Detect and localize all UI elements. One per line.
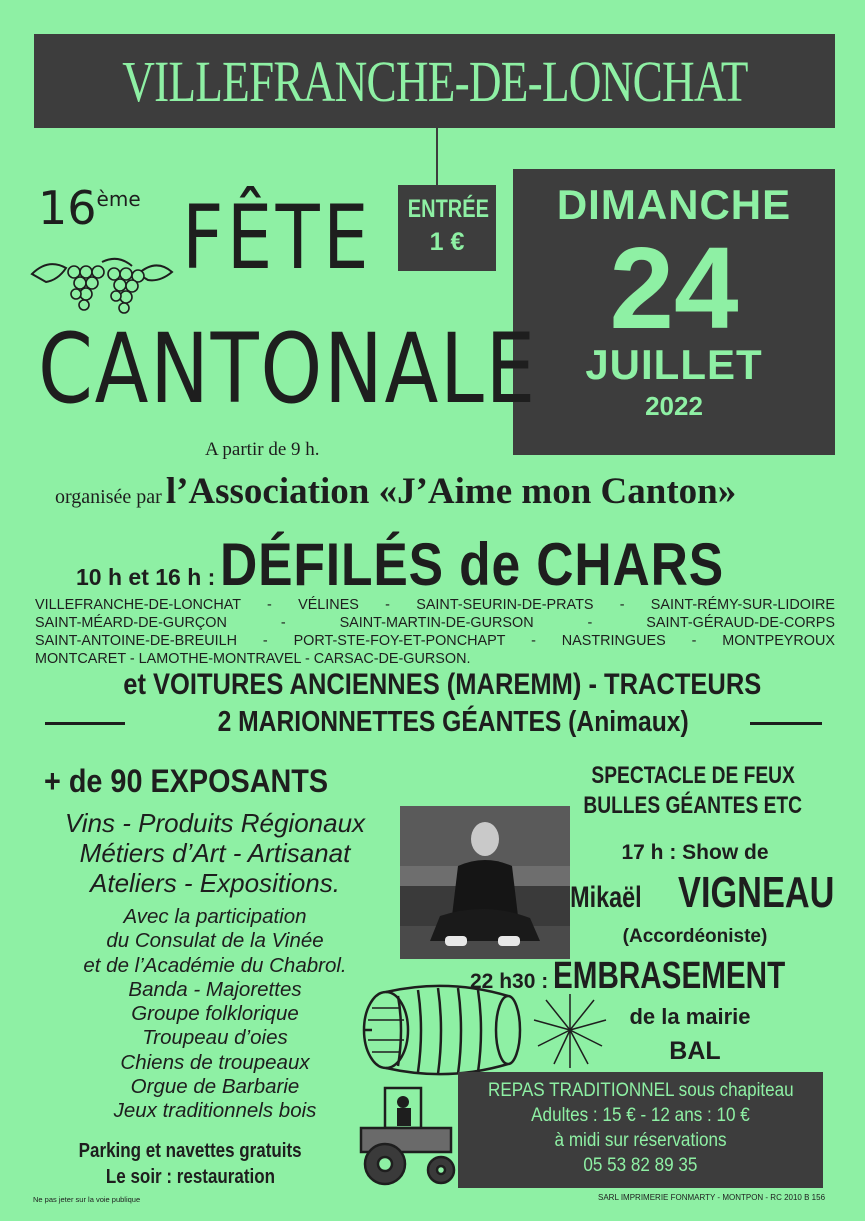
parking-info xyxy=(30,1138,350,1190)
organised-prefix: organisée par xyxy=(55,486,162,508)
date-box xyxy=(513,169,835,455)
parking-text: Parking et navettes gratuits xyxy=(78,1140,302,1162)
date-month: JUILLET xyxy=(585,341,763,388)
event-name-line2: CANTONALE xyxy=(38,313,537,425)
ember-time: 22 h30 : xyxy=(470,970,549,993)
ember-title: EMBRASEMENT xyxy=(552,955,785,997)
puppets-text: 2 MARIONNETTES GÉANTES (Animaux) xyxy=(217,706,689,738)
activity-line: Avec la participation xyxy=(123,905,307,928)
activity-line: Orgue de Barbarie xyxy=(130,1075,300,1099)
start-time: A partir de 9 h. xyxy=(205,439,320,460)
show-line1: SPECTACLE DE FEUX xyxy=(591,762,795,789)
village-line: SAINT-ANTOINE-DE-BREUILH - PORT-STE-FOY-ET-PONCHAPT - NASTRINGUES - MONTPEYROUX xyxy=(35,633,835,649)
artist-first: Mikaël xyxy=(570,881,642,914)
organiser-line xyxy=(55,470,736,513)
artist-last: VIGNEAU xyxy=(678,868,835,917)
activities-list xyxy=(45,905,385,1124)
divider xyxy=(45,722,125,725)
date-number: 24 xyxy=(609,223,739,353)
footer-printer: SARL IMPRIMERIE FONMARTY - MONTPON - RC 2010 B 156 xyxy=(598,1193,826,1202)
title-banner xyxy=(34,34,835,128)
show-time: 17 h : Show de xyxy=(621,841,769,864)
date-year: 2022 xyxy=(645,391,703,421)
activity-line: Jeux traditionnels bois xyxy=(113,1099,317,1123)
activity-line: Chiens de troupeaux xyxy=(120,1050,310,1074)
edition xyxy=(38,181,141,235)
meal-phone: 05 53 82 89 35 xyxy=(583,1155,698,1176)
cars-line xyxy=(60,668,825,702)
artist-role: (Accordéoniste) xyxy=(622,926,768,947)
evening-text: Le soir : restauration xyxy=(105,1166,275,1188)
activity-line: Groupe folklorique xyxy=(131,1002,299,1026)
entry-label: ENTRÉE xyxy=(407,195,489,223)
activity-line: et de l’Académie du Chabrol. xyxy=(83,953,347,977)
cars-text: et VOITURES ANCIENNES (MAREMM) - TRACTEURS xyxy=(123,668,762,701)
meal-reservation: à midi sur réservations xyxy=(554,1130,727,1151)
firework-icon xyxy=(530,990,610,1070)
grapes-icon xyxy=(28,252,176,318)
product-line: Vins - Produits Régionaux xyxy=(64,808,366,838)
divider xyxy=(750,722,822,725)
show-line2: BULLES GÉANTES ETC xyxy=(583,792,803,819)
footer-notice: Ne pas jeter sur la voie publique xyxy=(33,1195,141,1204)
edition-number: 16 xyxy=(38,181,97,235)
activity-line: Troupeau d’oies xyxy=(142,1026,288,1050)
meal-box xyxy=(458,1072,823,1188)
organiser-name: l’Association «J’Aime mon Canton» xyxy=(165,471,737,512)
village-line: MONTCARET - LAMOTHE-MONTRAVEL - CARSAC-DE-GURSON. xyxy=(35,651,471,667)
artist-name xyxy=(560,868,850,918)
town-title: VILLEFRANCHE-DE-LONCHAT xyxy=(121,48,748,114)
product-line: Ateliers - Expositions. xyxy=(90,868,340,898)
parade-times: 10 h et 16 h : xyxy=(76,564,216,590)
parade-heading xyxy=(76,530,806,599)
puppets-text-wrap xyxy=(163,706,743,739)
ball: BAL xyxy=(669,1037,721,1065)
connector-line xyxy=(436,128,438,186)
ember-place: de la mairie xyxy=(629,1004,751,1029)
village-list xyxy=(35,596,835,668)
entry-price: 1 € xyxy=(429,228,465,256)
tractor-icon xyxy=(355,1080,460,1188)
shows-block xyxy=(548,761,838,821)
edition-suffix: ème xyxy=(96,187,141,211)
village-line: SAINT-MÉARD-DE-GURÇON - SAINT-MARTIN-DE-GURSON - SAINT-GÉRAUD-DE-CORPS xyxy=(35,615,835,631)
date-day: DIMANCHE xyxy=(556,181,792,228)
activity-line: Banda - Majorettes xyxy=(128,977,302,1001)
activity-line: du Consulat de la Vinée xyxy=(106,929,324,953)
meal-prices: Adultes : 15 € - 12 ans : 10 € xyxy=(531,1105,750,1126)
village-line: VILLEFRANCHE-DE-LONCHAT - VÉLINES - SAINT-SEURIN-DE-PRATS - SAINT-RÉMY-SUR-LIDOIRE xyxy=(35,597,835,613)
event-name-line1: FÊTE xyxy=(182,186,372,289)
products-list xyxy=(25,808,405,898)
puppets-line xyxy=(45,706,825,742)
entry-box xyxy=(398,185,496,271)
parade-title: DÉFILÉS de CHARS xyxy=(219,531,724,598)
exhibitors-headline: + de 90 EXPOSANTS xyxy=(44,763,329,799)
artist-photo xyxy=(400,806,570,959)
meal-line1: REPAS TRADITIONNEL sous chapiteau xyxy=(487,1080,794,1101)
product-line: Métiers d’Art - Artisanat xyxy=(79,838,351,868)
